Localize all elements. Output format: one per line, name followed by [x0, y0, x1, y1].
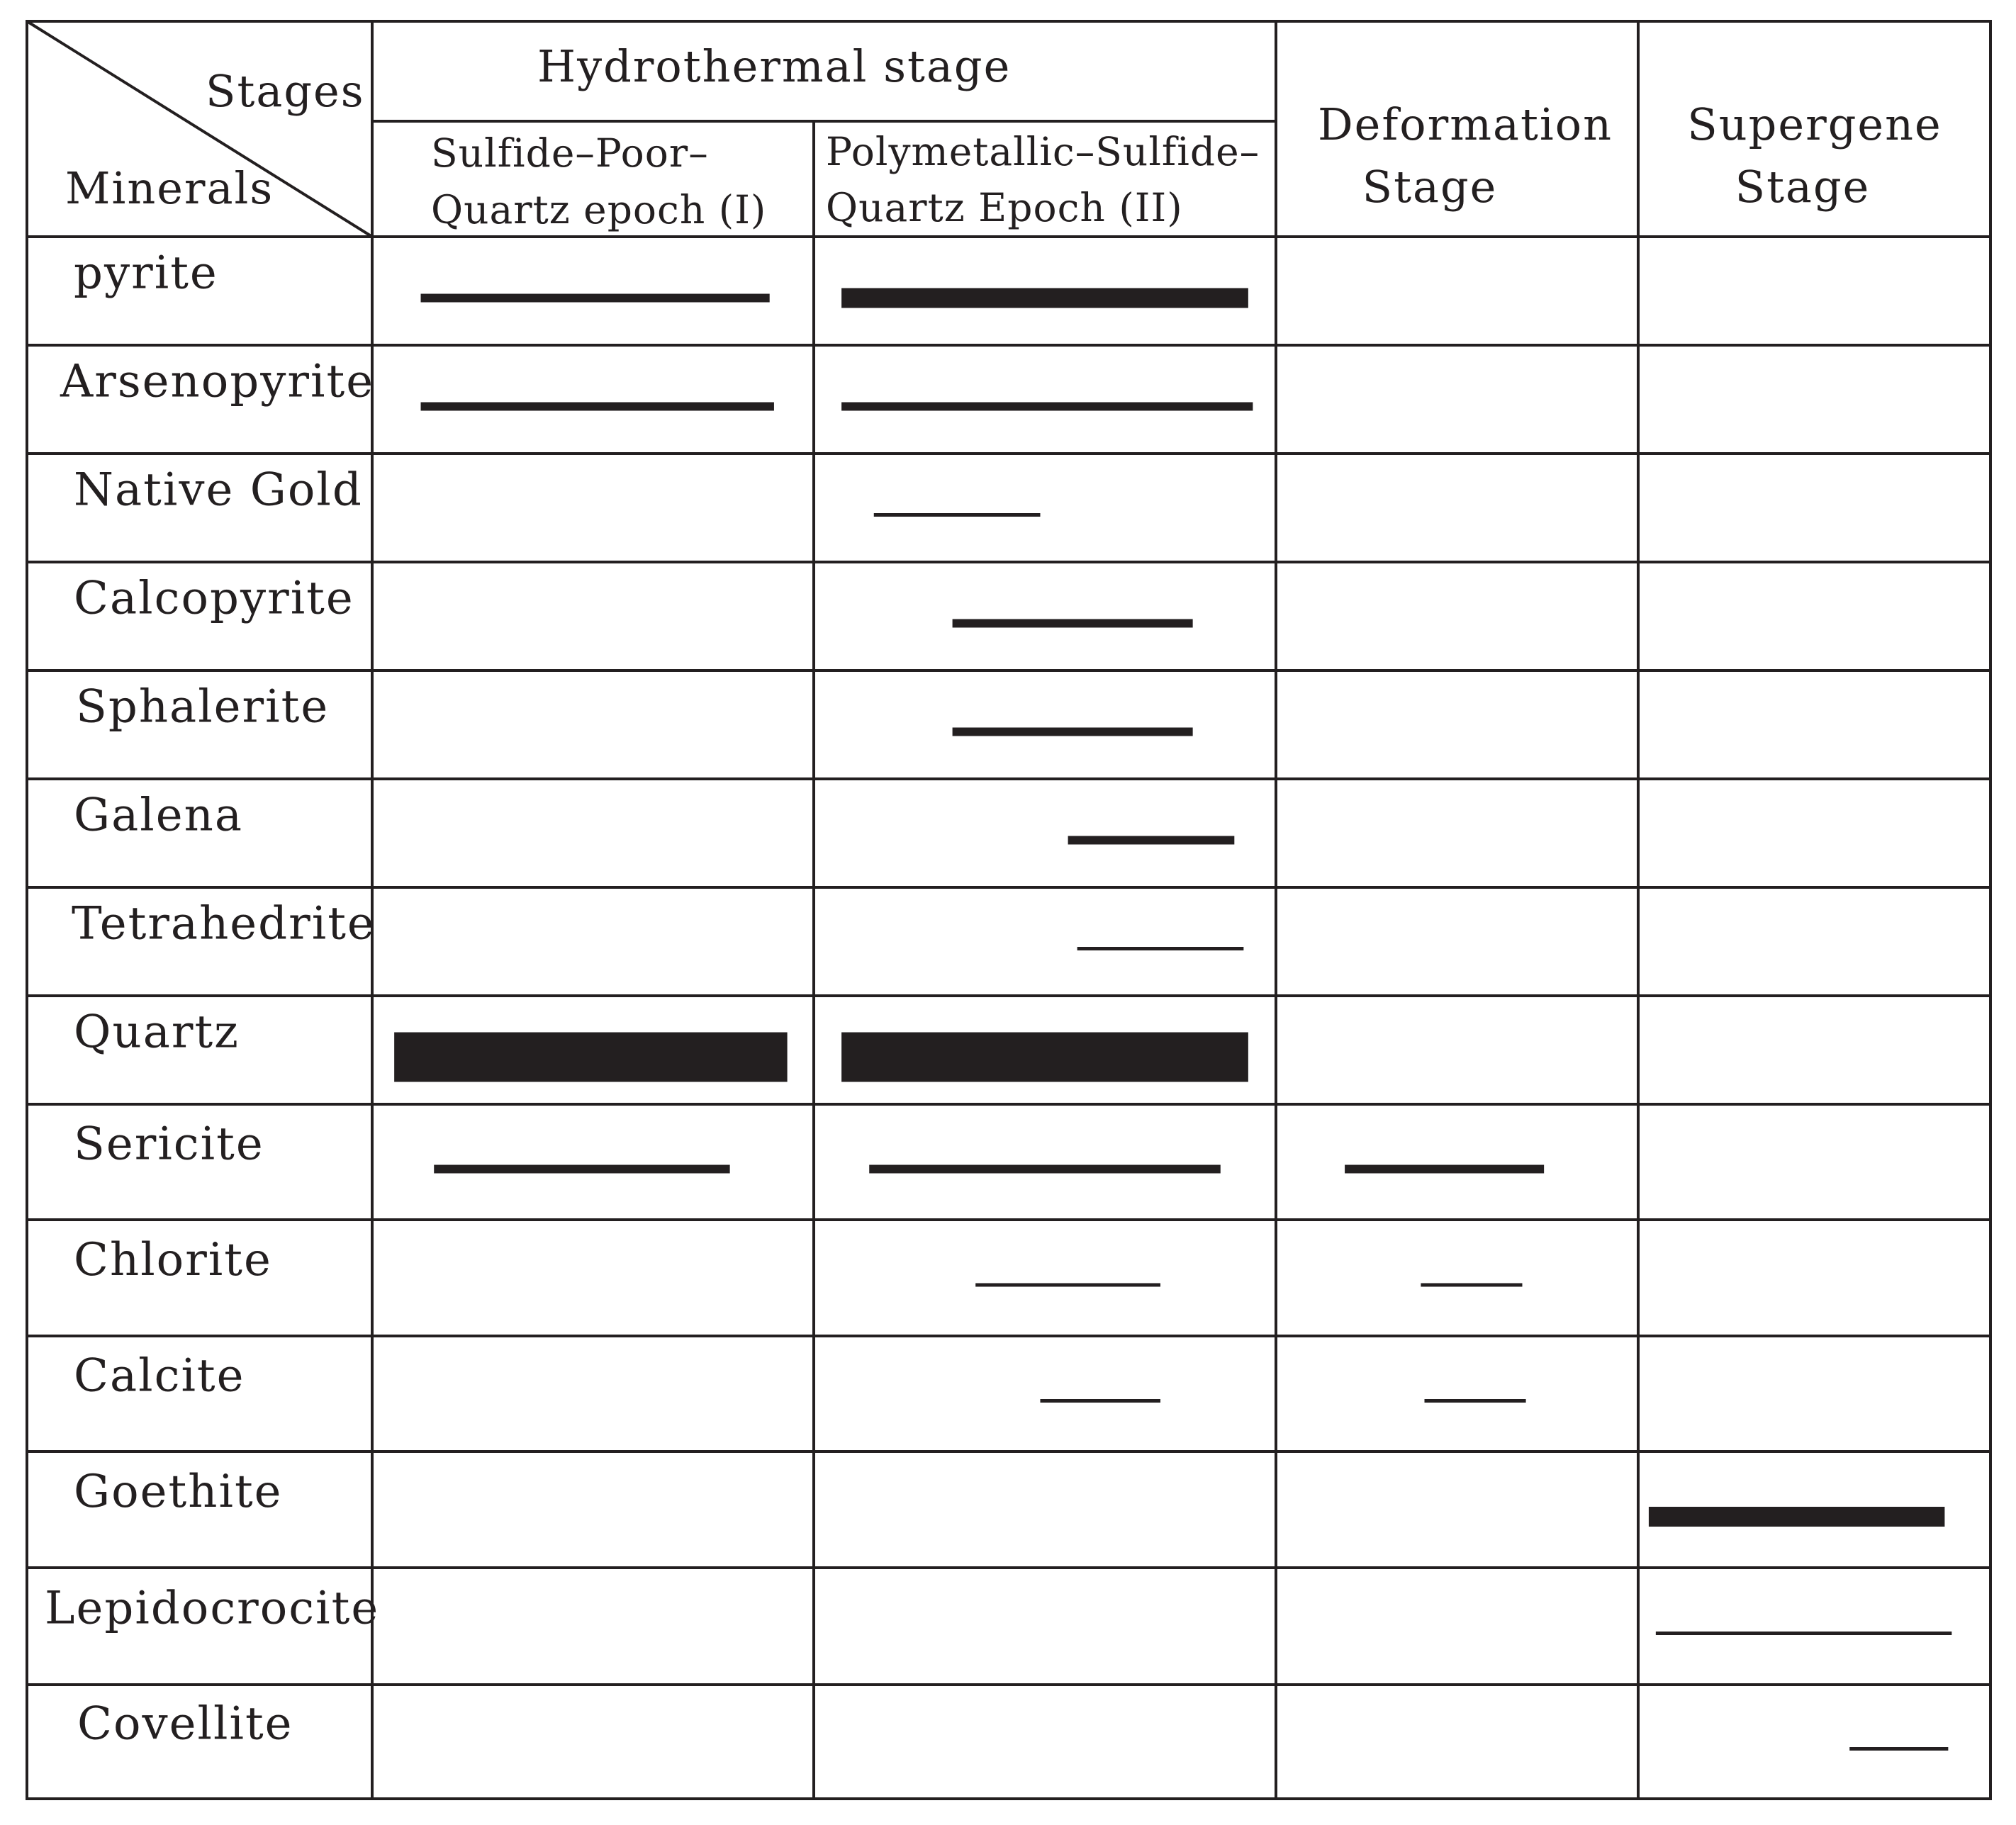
occurrence-bar [421, 403, 774, 411]
occurrence-bars [394, 288, 1951, 1751]
occurrence-bar [1040, 1399, 1160, 1403]
supergene-stage-heading-line1: Supergene [1687, 99, 1942, 150]
epoch1-heading-line2: Quartz epoch (I) [431, 187, 767, 232]
occurrence-bar [874, 513, 1041, 517]
mineral-label: Covellite [77, 1697, 293, 1751]
occurrence-bar [434, 1165, 729, 1174]
mineral-label: Calcopyrite [74, 572, 354, 625]
occurrence-bar [1425, 1399, 1526, 1403]
mineral-label: Calcite [74, 1349, 245, 1403]
mineral-label: Lepidocrocite [45, 1582, 380, 1635]
hydrothermal-stage-heading: Hydrothermal stage [537, 40, 1012, 92]
occurrence-bar [1421, 1284, 1522, 1287]
occurrence-bar [1656, 1632, 1951, 1635]
deformation-stage-heading-line1: Deformation [1317, 99, 1613, 150]
epoch2-heading-line2: Quartz Epoch (II) [826, 185, 1183, 230]
mineral-label: Tetrahedrite [72, 897, 376, 950]
mineral-label: Goethite [74, 1466, 283, 1518]
occurrence-bar [841, 288, 1248, 308]
occurrence-bar [1345, 1165, 1544, 1174]
occurrence-bar [421, 294, 770, 303]
occurrence-bar [953, 728, 1193, 736]
occurrence-bar [975, 1284, 1160, 1287]
occurrence-bar [394, 1033, 787, 1082]
mineral-label: Native Gold [74, 464, 363, 517]
mineral-label: Chlorite [74, 1234, 272, 1286]
mineral-label: Sericite [74, 1118, 264, 1171]
occurrence-bar [841, 1033, 1248, 1082]
mineral-labels [45, 247, 379, 1751]
occurrence-bar [1068, 836, 1235, 845]
stages-corner-label: Stages [206, 65, 365, 117]
minerals-corner-label: Minerals [65, 162, 274, 214]
deformation-stage-heading-line2: Stage [1362, 161, 1498, 213]
mineral-label: Galena [74, 789, 243, 842]
supergene-stage-heading-line2: Stage [1735, 161, 1871, 213]
occurrence-bar [953, 619, 1193, 628]
occurrence-bar [1849, 1747, 1948, 1751]
mineral-label: Arsenopyrite [60, 355, 375, 408]
epoch2-heading-line1: Polymetallic–Sulfide– [826, 129, 1260, 174]
occurrence-bar [869, 1165, 1221, 1174]
occurrence-bar [1649, 1507, 1944, 1527]
mineral-label: Sphalerite [76, 680, 330, 734]
epoch1-heading-line1: Sulfide–Poor– [431, 130, 709, 176]
mineral-label: pyrite [74, 247, 218, 300]
mineral-label: Quartz [74, 1006, 240, 1059]
occurrence-bar [841, 403, 1253, 411]
occurrence-bar [1077, 947, 1244, 950]
